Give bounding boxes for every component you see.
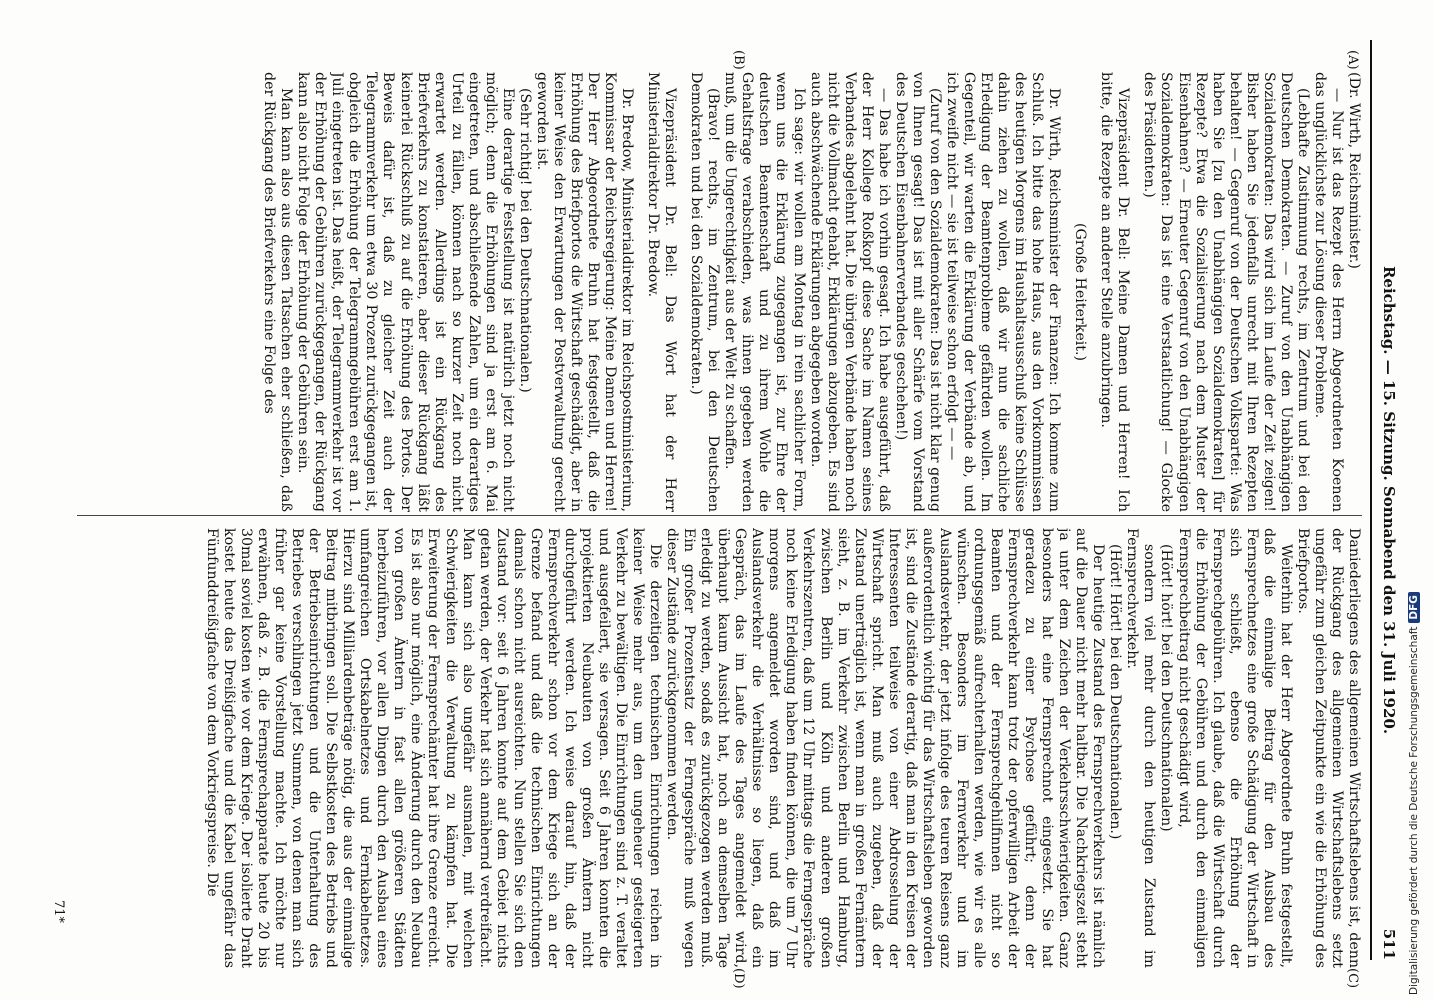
dfg-logo: DFG (1408, 592, 1420, 623)
paragraph: Vizepräsident Dr. Bell: Meine Damen und Herren! Ich bitte, die Rezepte an anderer Stelle anzubringen. (1098, 72, 1132, 512)
paragraph: Dr. Bredow, Ministerialdirektor im Reichspostministerium, Kommissar der Reichsregierung: Meine Damen und Herren! Der Herr Abgeordnete Bruhn hat festgestellt, daß die Erhöhung des Briefportos die Wirtschaft geschädigt, aber in keiner Weise den Erwartungen der Postverwaltung gerecht geworden ist. (533, 72, 636, 512)
credit-text: Digitalisierung gefördert durch die Deutsche Forschungsgemeinschaft (1408, 626, 1420, 995)
margin-letter-b: (B) (731, 50, 746, 70)
paragraph: — Das habe ich vorhin gesagt. Ich habe ausgeführt, daß der Herr Kollege Roßkopf diese Sache im Namen seines Verbandes abgelehnt hat. Die übrigen Verbände haben noch nicht die Vollmacht gehabt, Erklärungen abzugeben. Es sind auch abschwächende Erklärungen abgegeben worden. (807, 72, 892, 512)
paragraph: — Nur ist das Rezept des Herrn Abgeordneten Koenen das unglücklichste zur Lösung dieser Probleme. (1311, 72, 1345, 512)
header-title: Reichstag. — 15. Sitzung. Sonnabend den 31. Juli 1920. (1380, 265, 1398, 735)
right-column (72, 528, 1362, 968)
paragraph: Daniederliegens des allgemeinen Wirtschaftslebens ist, denn der Rückgang des allgemeinen Wirtschaftslebens setzt ungefähr zum gleichen Zeitpunkte ein wie die Erhöhung des Briefportos. (1294, 528, 1362, 968)
page-header (1368, 40, 1398, 960)
paragraph: (Sehr richtig! bei den Deutschnationalen.) (516, 88, 533, 393)
margin-letter-a: (A) (1345, 50, 1360, 70)
paragraph: Ich sage: wir wollen am Montag in rein sachlicher Form, wenn uns die Erklärung zugegangen ist, zur Ehre der deutschen Beamtenschaft und zu ihrem Wohle die Gehaltsfrage verabschieden, was ihnen gegeben werden muß, um die Ungerechtigkeit aus der Welt zu schaffen. (722, 72, 807, 512)
paragraph: (Lebhafte Zustimmung rechts, im Zentrum und bei den Deutschen Demokraten. — Zuruf von den Unabhängigen Sozialdemokraten: Das wird sich im Laufe der Zeit zeigen! Bisher haben Sie jedenfalls unrecht mit Ihren Rezepten behalten! — Gegenruf von der Deutschen Volkspartei: Was haben Sie [zu den Unabhängigen Sozialdemokraten] für Rezepte? Etwa die Sozialisierung nach dem Muster der Eisenbahnen? — Erneuter Gegenruf von den Unabhängigen Sozialdemokraten: Das ist eine Verstaatlichung! — Glocke des Präsidenten.) (1141, 72, 1311, 512)
paragraph: (Bravo! rechts, im Zentrum, bei den Deutschen Demokraten und bei den Sozialdemokraten.) (688, 72, 722, 512)
paragraph: (Zuruf von den Sozialdemokraten: Das ist nicht klar genug von Ihnen gesagt! Das ist mit aller Schärfe vom Vorstand des Deutschen Eisenbahnerverbandes geschehen!) (892, 72, 943, 512)
paragraph: Vizepräsident Dr. Bell: Das Wort hat der Herr Ministerialdirektor Dr. Bredow. (645, 72, 679, 512)
paragraph: (Große Heiterkeit.) (1072, 222, 1089, 362)
paragraph: (Hört! Hört! bei den Deutschnationalen.) (1107, 544, 1124, 840)
paragraph: Dr. Wirth, Reichsminister der Finanzen: Ich komme zum Schluß. Ich bitte das hohe Haus, aus den Vorkommnissen des heutigen Morgens im Haushaltsausschuß keine Schlüsse dahin ziehen zu wollen, daß wir nun die sachliche Erledigung der Beamtenprobleme gefährden wollen. Im Gegenteil, wir warten die Erklärung der Verbände ab, und ich zweifle nicht — sie ist teilweise schon erfolgt — — (943, 72, 1063, 512)
left-column (72, 72, 1362, 512)
digitization-credit (1408, 592, 1420, 995)
paragraph: (Hört! hört! bei den Deutschnationalen) (1158, 544, 1175, 832)
margin-letter-c: (C) (1345, 968, 1360, 989)
margin-letter-d: (D) (731, 968, 746, 989)
header-rule (1370, 40, 1372, 960)
paragraph: Der heutige Zustand des Fernsprechverkehrs ist nämlich auf die Dauer nicht mehr haltbar. Die Nachkriegszeit steht ja unter dem Zeichen der Verkehrsschwierigkeiten. Ganz besonders hat eine Fernsprechnot eingesetzt. Sie hat geradezu zu einer Psychose geführt; denn der Fernsprechverkehr kann trotz der opferwilligen Arbeit der Beamten und der Fernsprechgehilfinnen nicht so ordnungsgemäß aufrechterhalten werden, wie wir es alle wünschen. Besonders im Fernverkehr und im Auslandsverkehr, der jetzt infolge des teuren Reisens ganz außerordentlich wichtig für das Wirtschaftsleben geworden ist, sind die Zustände derartig, daß man in den Kreisen der Interessenten teilweise von einer Abdrosselung der Wirtschaft spricht. Man muß auch zugeben, daß der Zustand unerträglich ist, wenn man in großen Fernämtern sieht, z. B. im Verkehr zwischen Berlin und Hamburg, zwischen Berlin und Köln und anderen großen Verkehrszentren, daß um 12 Uhr mittags die Ferngespräche noch keine Erledigung haben finden können, die um 7 Uhr morgens angemeldet worden sind, und daß im Auslandsverkehr die Verhältnisse so liegen, daß ein Gespräch, das im Laufe des Tages angemeldet wird, überhaupt kaum Aussicht hat, noch an demselben Tage erledigt zu werden, sodaß es zurückgezogen werden muß. Ein großer Prozentsatz der Ferngespräche muß wegen dieser Zustände zurückgenommen werden. (664, 528, 1107, 968)
footer-number: 71* (51, 900, 66, 924)
paragraph: Die derzeitigen technischen Einrichtungen reichen in keiner Weise mehr aus, um den ungeheuer gesteigerten Verkehr zu bewältigen. Die Einrichtungen sind z. T. veraltet und ausgefeilert, sie versagen. Seit 6 Jahren konnten die projektierten Neubauten von großen Ämtern nicht durchgeführt werden. Ich weise darauf hin, daß der Fernsprechverkehr schon vor dem Kriege sich an der Grenze befand und daß die technischen Einrichtungen damals schon nicht ausreichten. Nun stellen Sie sich den Zustand vor: seit 6 Jahren konnte auf dem Gebiet nichts getan werden, der Verkehr hat sich annähernd verdreifacht. Man kann sich also ungefähr ausmalen, mit welchen Schwierigkeiten die Verwaltung zu kämpfen hat. Die Erweiterung der Fernsprechämter hat ihre Grenze erreicht. Es ist also nur möglich, eine Änderung durch den Neubau von großen Ämtern in fast allen größeren Städten herbeizuführen, vor allen Dingen durch den Ausbau eines umfangreichen Ortskabelnetzes und Fernkabelnetzes. Hierzu sind Milliardenbeträge nötig, die aus der einmalige Beitrag mitbringen soll. Die Selbstkosten des Betriebs und der Betriebseinrichtungen und die Unterhaltung des Betriebes verschlingen jetzt Summen, von denen man sich früher gar keine Vorstellung machte. Ich möchte nur erwähnen, daß z. B. die Fernsprechapparate heute 20 bis 30mal soviel kosten wie vor dem Kriege. Der isolierte Draht kostet heute das Dreißigfache und die Kabel ungefähr das Fünfunddreißigfache von dem Vorkriegspreise. Die (203, 528, 664, 968)
paragraph: Weiterhin hat der Herr Abgeordnete Bruhn festgestellt, daß die einmalige Beitrag für den Ausbau des Fernsprechnetzes eine große Schädigung der Wirtschaft in sich schließt, ebenso die Erhöhung der Fernsprechgebühren. Ich glaube, daß die Wirtschaft durch die Erhöhung der Gebühren und durch den einmaligen Fernsprechbeitrag nicht geschädigt wird, (1175, 528, 1294, 968)
paragraph: Man kann also aus diesen Tatsachen eher schließen, daß der Rückgang des Briefverkehrs eine Folge des (261, 72, 295, 512)
paragraph: Eine derartige Feststellung ist natürlich jetzt noch nicht möglich; denn die Erhöhungen sind ja erst am 6. Mai eingetreten, und abschließende Zahlen, um ein derartiges Urteil zu fällen, können nach so kurzer Zeit noch nicht erwartet werden. Allerdings ist ein Rückgang des Briefverkehrs zu konstatieren, aber dieser Rückgang läßt keinerlei Rückschluß zu auf die Erhöhung des Portos. Der Beweis dafür ist, daß zu gleicher Zeit auch der Telegrammverkehr um etwa 30 Prozent zurückgegangen ist, obgleich die Erhöhung der Telegrammgebühren erst am 1. Juli eingetreten ist. Das heißt, der Telegrammverkehr ist vor der Erhöhung der Gebühren zurückgegangen, der Rückgang kann also nicht Folge der Erhöhung der Gebühren sein. (295, 72, 516, 512)
paragraph: (Dr. Wirth, Reichsminister.) (1346, 72, 1362, 269)
paragraph: sondern viel mehr durch den heutigen Zustand im Fernsprechverkehr. (1124, 528, 1158, 968)
column-divider (77, 515, 1362, 516)
header-page-number: 511 (1380, 928, 1398, 960)
